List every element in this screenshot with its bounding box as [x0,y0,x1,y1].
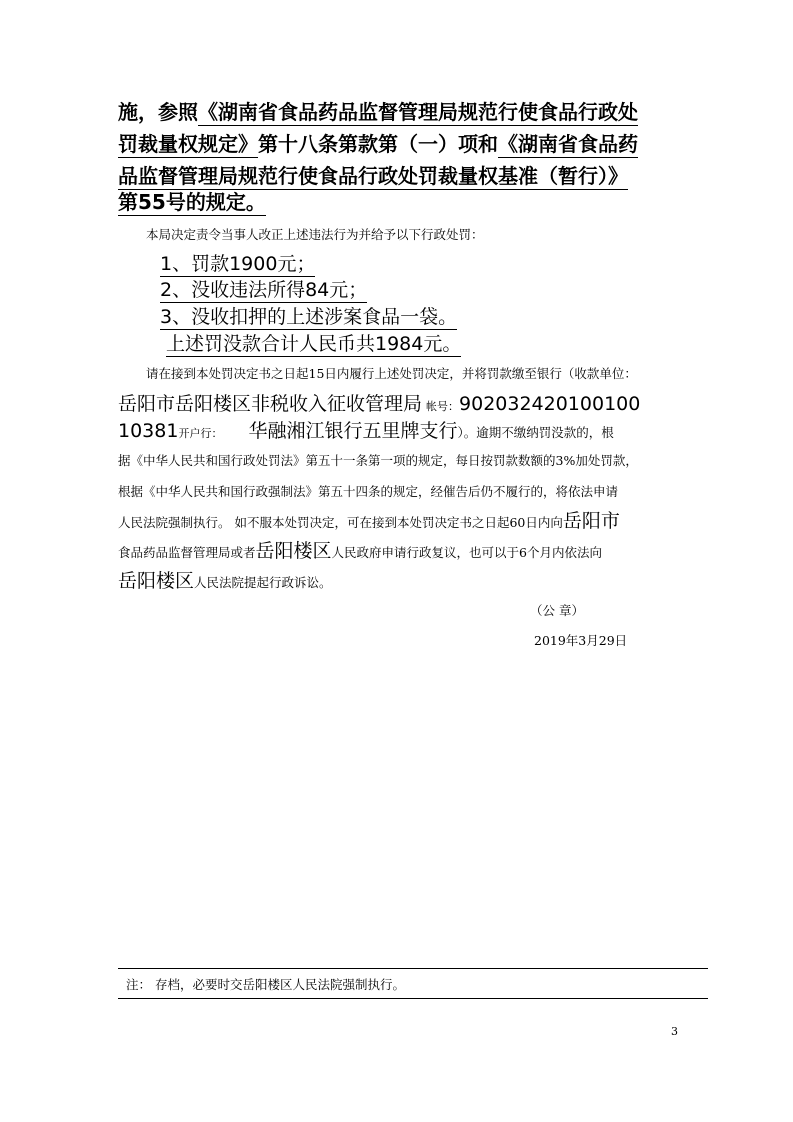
regulation-title-2-cont: 品监督管理局规范行使食品行政处罚裁量权基准（暂行）》 [118,164,628,188]
footnote: 注： 存档，必要时交岳阳楼区人民法院强制执行。 [126,977,405,992]
footnote-rule-top [118,968,708,969]
payment-text: 人民政府申请行政复议，也可以于6个月内依法向 [331,545,602,560]
para1-line3 [118,162,628,190]
document-date: 2019年3月29日 [534,633,628,648]
payment-line1: 请在接到本处罚决定书之日起15日内履行上述处罚决定，并将罚款缴至银行（收款单位： [146,366,637,381]
penalty-item: 1、罚款1900元； [160,253,316,275]
regulation-title-1: 《湖南省食品药品监督管理局规范行使食品行政处 [198,100,638,124]
penalty-total: 上述罚没款合计人民币共1984元。 [166,333,462,355]
bank-label: 开户行： [178,427,223,440]
payment-line2 [118,389,640,416]
regulation-title-1-end: 罚裁量权规定》 [118,132,258,156]
account-label: 帐号： [426,400,460,413]
payment-text: ）。逾期不缴纳罚没款的，根 [457,425,614,440]
penalty-item: 3、没收扣押的上述涉案食品一袋。 [160,306,458,328]
para1-line4 [118,188,266,216]
penalty-item: 2、没收违法所得84元； [160,279,368,301]
account-number-end: 10381 [118,420,179,442]
regulation-title-2: 《湖南省食品药 [498,132,638,156]
payment-line3 [118,416,614,443]
payment-text: 人民法院提起行政诉讼。 [194,575,332,590]
payment-line7 [118,536,602,563]
district-name: 岳阳楼区 [255,540,332,562]
payment-line4: 据《中华人民共和国行政处罚法》第五十一条第一项的规定，每日按罚款数额的3%加处罚款， [118,453,638,468]
account-number: 902032420100100 [459,393,641,415]
district-name: 岳阳楼区 [118,570,195,592]
para1-line1 [118,98,638,126]
para1-text: 施，参照 [118,100,198,124]
footnote-rule-bottom [118,998,708,999]
para1-line2 [118,130,638,158]
decision-intro: 本局决定责令当事人改正上述违法行为并给予以下行政处罚： [146,227,484,242]
payee-name: 岳阳市岳阳楼区非税收入征收管理局 [118,393,423,415]
payment-text: 食品药品监督管理局或者 [118,545,256,560]
payment-line6 [118,506,620,533]
payment-text: 人民法院强制执行。 如不服本处罚决定，可在接到本处罚决定书之日起60日内向 [118,515,563,530]
seal-placeholder: （公 章） [530,603,584,618]
regulation-title-2-end: 第55号的规定。 [118,190,266,214]
payment-line5: 根据《中华人民共和国行政强制法》第五十四条的规定，经催告后仍不履行的，将依法申请 [118,484,619,499]
agency-name: 岳阳市 [562,510,620,532]
para1-text: 第十八条第款第（一）项和 [258,132,498,156]
payment-line8 [118,566,332,593]
bank-name: 华融湘江银行五里牌支行 [248,420,458,442]
page-number: 3 [671,1025,678,1038]
